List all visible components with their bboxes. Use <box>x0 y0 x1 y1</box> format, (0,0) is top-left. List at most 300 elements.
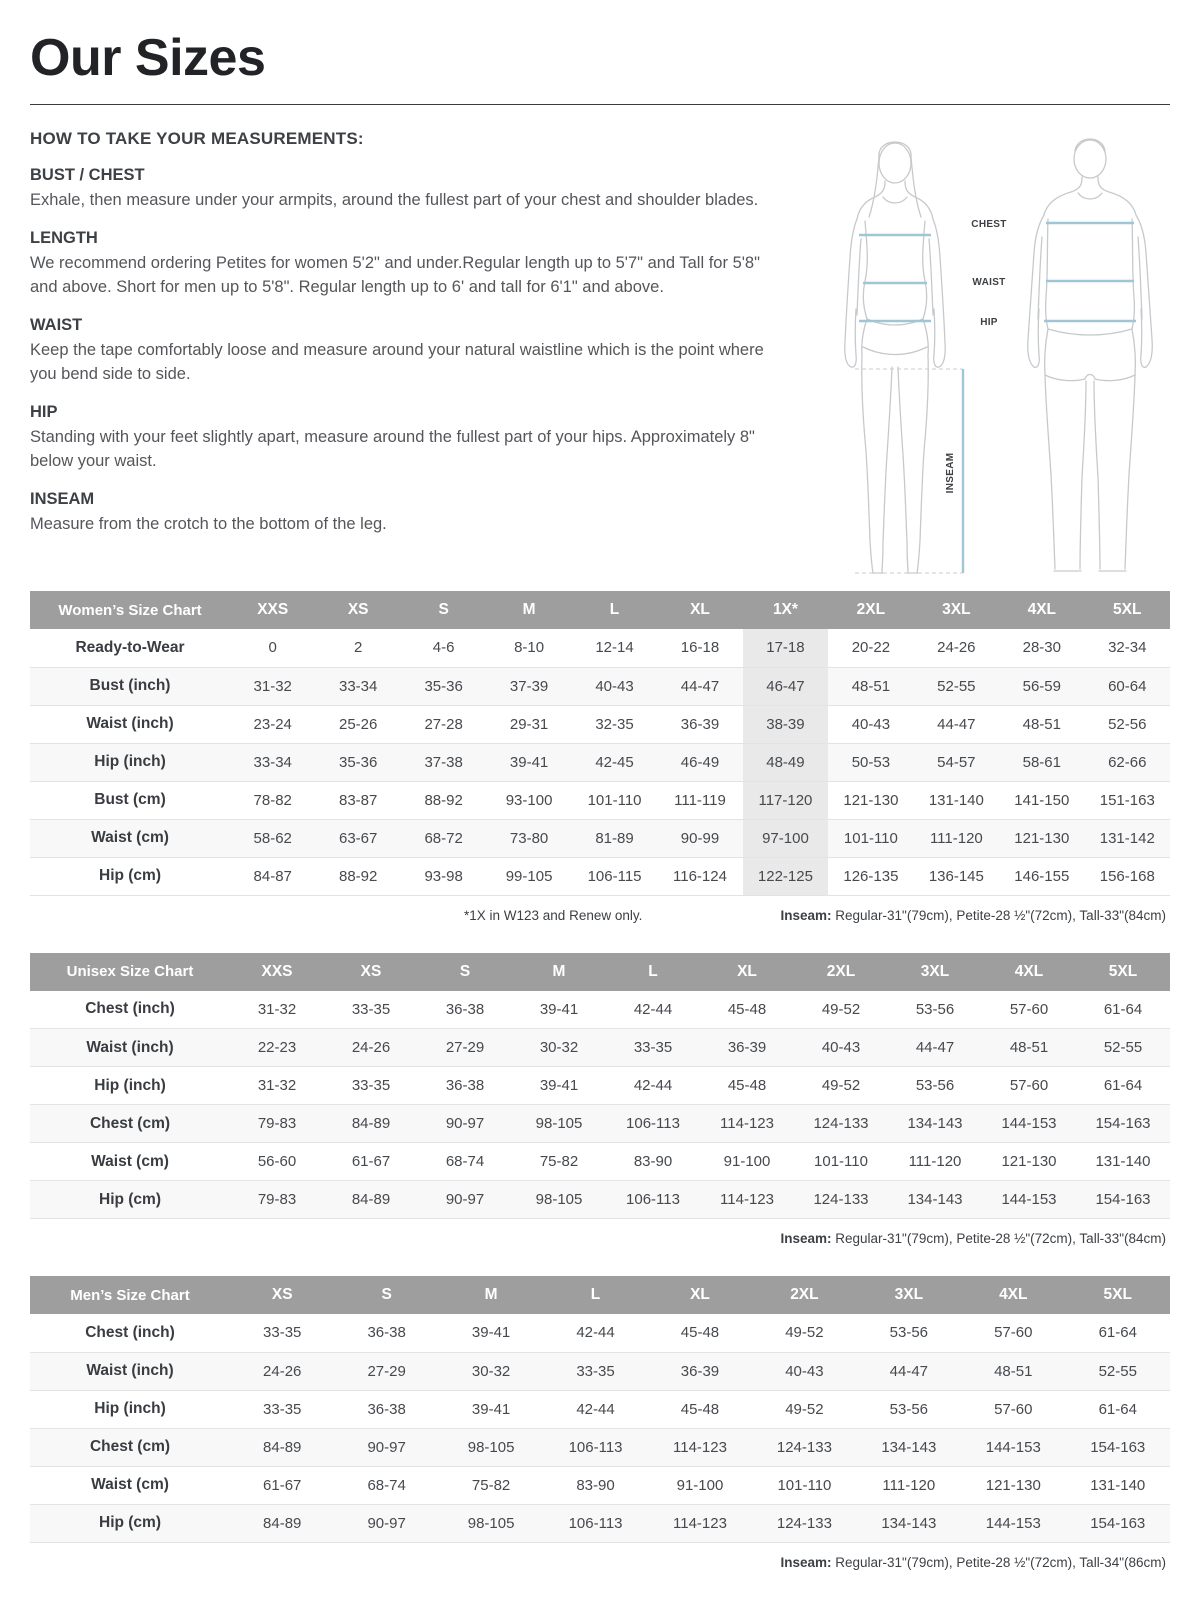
table-row <box>30 1390 1170 1428</box>
inseam-note-text: Regular-31"(79cm), Petite-28 ½"(72cm), Tall-33"(84cm) <box>831 907 1166 923</box>
table-row <box>30 743 1170 781</box>
size-value-cell: 83-90 <box>576 1476 615 1494</box>
size-value-cell: 33-34 <box>253 753 292 771</box>
table-row <box>30 819 1170 857</box>
size-value-cell: 35-36 <box>424 677 463 695</box>
size-value-cell: 84-89 <box>263 1438 302 1456</box>
size-value-cell: 33-35 <box>351 1000 391 1018</box>
size-value-cell: 24-26 <box>351 1039 391 1056</box>
size-value-cell: 45-48 <box>727 1000 767 1018</box>
size-value-cell: 48-51 <box>1009 1039 1049 1056</box>
table-row <box>30 1428 1170 1466</box>
men-table-notes <box>34 1555 1166 1570</box>
hip-label: HIP <box>980 317 998 328</box>
size-column-header: 5XL <box>1066 1276 1171 1314</box>
size-value-cell: 33-35 <box>263 1324 302 1342</box>
size-value-cell: 134-143 <box>907 1191 963 1208</box>
size-value-cell: 144-153 <box>1001 1191 1057 1208</box>
row-label: Waist (cm) <box>91 1152 169 1170</box>
size-value-cell: 40-43 <box>595 677 634 695</box>
size-value-cell: 106-115 <box>587 867 642 885</box>
row-label: Waist (cm) <box>91 1476 169 1493</box>
row-label: Hip (inch) <box>94 1400 166 1417</box>
size-value-cell: 33-35 <box>263 1400 302 1418</box>
size-value-cell: 40-43 <box>821 1039 861 1056</box>
size-value-cell: 90-97 <box>445 1115 485 1132</box>
table-row <box>30 991 1170 1029</box>
size-value-cell: 61-64 <box>1098 1324 1137 1342</box>
size-value-cell: 144-153 <box>1001 1115 1057 1132</box>
waist-label: WAIST <box>972 277 1006 288</box>
unisex-size-chart <box>30 953 1170 1220</box>
inseam-note-label: Inseam: <box>780 1554 832 1570</box>
size-value-cell: 49-52 <box>785 1400 824 1418</box>
size-value-cell: 106-113 <box>568 1438 623 1456</box>
size-value-cell: 52-56 <box>1108 715 1147 733</box>
size-value-cell: 40-43 <box>851 715 891 733</box>
table-row <box>30 1143 1170 1181</box>
size-value-cell: 84-87 <box>253 867 292 885</box>
size-value-cell: 30-32 <box>471 1362 511 1380</box>
row-label: Chest (inch) <box>85 1323 175 1341</box>
size-value-cell: 33-35 <box>633 1039 673 1056</box>
size-value-cell: 61-64 <box>1098 1400 1137 1418</box>
table-header-row <box>30 1276 1170 1314</box>
row-label: Hip (cm) <box>99 1190 161 1208</box>
size-value-cell: 46-47 <box>743 667 828 705</box>
size-value-cell: 33-35 <box>576 1362 615 1380</box>
row-label: Chest (inch) <box>85 1000 175 1018</box>
size-value-cell: 61-64 <box>1103 1077 1143 1094</box>
inseam-note-label: Inseam: <box>780 1231 832 1246</box>
size-value-cell: 121-130 <box>843 791 899 809</box>
size-value-cell: 98-105 <box>535 1191 583 1208</box>
table-row <box>30 1314 1170 1352</box>
table-title: Men’s Size Chart <box>30 1276 230 1314</box>
size-value-cell: 31-32 <box>257 1000 297 1018</box>
size-column-header: 4XL <box>961 1276 1065 1314</box>
inseam-note <box>780 1555 1166 1570</box>
size-column-header: XS <box>315 591 400 629</box>
size-value-cell: 27-29 <box>367 1362 406 1380</box>
size-column-header: XS <box>230 1276 334 1314</box>
size-column-header: L <box>572 591 657 629</box>
size-value-cell: 22-23 <box>257 1039 297 1056</box>
size-value-cell: 97-100 <box>743 819 828 857</box>
size-value-cell: 0 <box>268 639 277 657</box>
size-value-cell: 57-60 <box>994 1400 1033 1418</box>
size-value-cell: 134-143 <box>881 1438 937 1456</box>
size-value-cell: 156-168 <box>1099 867 1155 885</box>
size-value-cell: 99-105 <box>505 867 553 885</box>
size-value-cell: 37-38 <box>424 753 463 771</box>
size-value-cell: 52-55 <box>1098 1362 1137 1380</box>
instruction-section-waist <box>30 316 785 386</box>
size-value-cell: 57-60 <box>1009 1000 1049 1018</box>
section-heading: LENGTH <box>30 229 98 248</box>
size-value-cell: 35-36 <box>338 753 378 771</box>
size-value-cell: 114-123 <box>673 1514 727 1532</box>
size-value-cell: 111-120 <box>908 1153 962 1170</box>
table-row <box>30 1466 1170 1504</box>
instructions-heading: HOW TO TAKE YOUR MEASUREMENTS: <box>30 129 364 148</box>
chest-label: CHEST <box>971 219 1007 230</box>
size-value-cell: 61-67 <box>263 1476 302 1494</box>
section-heading: WAIST <box>30 316 83 335</box>
inseam-note-text: Regular-31"(79cm), Petite-28 ½"(72cm), Tall-33"(84cm) <box>831 1231 1166 1246</box>
size-column-header: XL <box>700 953 794 991</box>
size-value-cell: 32-34 <box>1108 639 1147 657</box>
size-value-cell: 36-39 <box>727 1039 767 1056</box>
size-value-cell: 37-39 <box>509 677 549 695</box>
women-table-notes <box>34 908 1166 923</box>
instruction-section-bust-chest <box>30 166 785 212</box>
size-value-cell: 39-41 <box>539 1000 579 1018</box>
size-value-cell: 75-82 <box>539 1153 579 1170</box>
size-value-cell: 57-60 <box>994 1324 1033 1342</box>
row-label: Hip (inch) <box>94 753 166 770</box>
size-value-cell: 25-26 <box>338 715 378 733</box>
table-header-row <box>30 953 1170 991</box>
size-value-cell: 24-26 <box>937 639 976 657</box>
size-value-cell: 23-24 <box>253 715 292 733</box>
size-value-cell: 36-39 <box>680 1362 720 1380</box>
size-value-cell: 124-133 <box>776 1514 832 1532</box>
size-value-cell: 56-59 <box>1022 677 1061 695</box>
size-value-cell: 126-135 <box>843 867 899 885</box>
row-label: Waist (inch) <box>86 1362 174 1379</box>
size-value-cell: 49-52 <box>821 1077 861 1094</box>
size-value-cell: 44-47 <box>889 1362 929 1380</box>
table-row <box>30 629 1170 667</box>
size-value-cell: 106-113 <box>626 1191 680 1208</box>
size-value-cell: 101-110 <box>777 1476 832 1494</box>
inseam-note-label: Inseam: <box>780 907 832 923</box>
size-value-cell: 111-119 <box>674 791 726 809</box>
size-value-cell: 98-105 <box>467 1438 515 1456</box>
size-value-cell: 12-14 <box>595 639 634 657</box>
table-row <box>30 705 1170 743</box>
size-value-cell: 146-155 <box>1014 867 1070 885</box>
size-value-cell: 36-38 <box>367 1400 406 1418</box>
size-value-cell: 88-92 <box>424 791 463 809</box>
table-row <box>30 667 1170 705</box>
size-value-cell: 29-31 <box>509 715 549 733</box>
size-column-header: M <box>512 953 606 991</box>
row-label: Hip (cm) <box>99 1514 161 1531</box>
size-column-header: 4XL <box>999 591 1084 629</box>
size-value-cell: 134-143 <box>881 1514 937 1532</box>
size-column-header: 3XL <box>857 1276 961 1314</box>
table-row <box>30 1181 1170 1219</box>
table-header-row <box>30 591 1170 629</box>
measurement-figures-illustration <box>795 121 1180 581</box>
size-column-header: 2XL <box>828 591 913 629</box>
section-heading: HIP <box>30 403 58 422</box>
size-value-cell: 91-100 <box>676 1476 724 1494</box>
unisex-table-notes <box>34 1231 1166 1246</box>
size-value-cell: 42-44 <box>576 1324 615 1342</box>
section-body: Exhale, then measure under your armpits, around the fullest part of your chest and shoulder blades. <box>30 191 759 209</box>
size-value-cell: 98-105 <box>467 1514 515 1532</box>
size-value-cell: 124-133 <box>813 1115 869 1132</box>
size-value-cell: 131-142 <box>1099 829 1155 847</box>
size-value-cell: 93-98 <box>424 867 463 885</box>
size-value-cell: 48-51 <box>994 1362 1033 1380</box>
size-value-cell: 24-26 <box>263 1362 302 1380</box>
size-value-cell: 46-49 <box>680 753 720 771</box>
size-value-cell: 90-97 <box>367 1438 406 1456</box>
instruction-section-inseam <box>30 490 785 536</box>
row-label: Chest (cm) <box>89 1438 171 1455</box>
size-value-cell: 36-38 <box>445 1077 485 1094</box>
size-value-cell: 44-47 <box>680 677 720 695</box>
table-row <box>30 1105 1170 1143</box>
size-value-cell: 141-150 <box>1014 791 1070 809</box>
size-column-header: 1X* <box>743 591 828 629</box>
size-column-header: L <box>543 1276 647 1314</box>
size-value-cell: 27-29 <box>445 1039 485 1056</box>
size-column-header: XS <box>324 953 418 991</box>
table-row <box>30 1067 1170 1105</box>
size-value-cell: 124-133 <box>776 1438 832 1456</box>
size-value-cell: 53-56 <box>915 1077 955 1094</box>
table-row <box>30 1352 1170 1390</box>
size-value-cell: 154-163 <box>1090 1438 1146 1456</box>
size-value-cell: 114-123 <box>720 1115 774 1132</box>
size-value-cell: 116-124 <box>673 867 727 885</box>
size-value-cell: 83-87 <box>338 791 378 809</box>
size-column-header: S <box>418 953 512 991</box>
size-column-header: M <box>486 591 571 629</box>
inseam-note <box>780 1231 1166 1246</box>
section-body: Measure from the crotch to the bottom of the leg. <box>30 514 387 533</box>
size-value-cell: 45-48 <box>680 1400 720 1418</box>
table-row <box>30 1504 1170 1542</box>
size-value-cell: 36-38 <box>367 1324 406 1342</box>
size-value-cell: 36-38 <box>445 1000 485 1018</box>
size-value-cell: 61-67 <box>351 1153 391 1170</box>
size-value-cell: 144-153 <box>985 1438 1041 1456</box>
size-column-header: 3XL <box>888 953 982 991</box>
size-value-cell: 78-82 <box>253 791 292 809</box>
section-heading: INSEAM <box>30 489 95 508</box>
size-value-cell: 60-64 <box>1108 677 1147 695</box>
size-value-cell: 4-6 <box>432 639 455 657</box>
row-label: Hip (inch) <box>94 1076 166 1094</box>
women-size-chart <box>30 591 1170 896</box>
size-value-cell: 56-60 <box>257 1153 297 1170</box>
row-label: Hip (cm) <box>99 867 161 884</box>
size-value-cell: 84-89 <box>351 1191 391 1208</box>
size-value-cell: 30-32 <box>539 1039 579 1056</box>
size-value-cell: 38-39 <box>743 705 828 743</box>
size-column-header: 5XL <box>1085 591 1170 629</box>
section-body: We recommend ordering Petites for women 5'2" and under.Regular length up to 5'7" and Tall for 5'8" and above. Short for men up to 5'8". Regular length up to 6' and tall for 6'1" and above. <box>30 254 760 296</box>
size-value-cell: 122-125 <box>743 857 828 895</box>
men-size-chart <box>30 1276 1170 1543</box>
size-value-cell: 45-48 <box>727 1077 767 1094</box>
size-value-cell: 28-30 <box>1022 639 1061 657</box>
table-row <box>30 781 1170 819</box>
size-value-cell: 42-45 <box>595 753 634 771</box>
size-value-cell: 136-145 <box>928 867 984 885</box>
size-value-cell: 58-62 <box>253 829 292 847</box>
man-figure-outline <box>1028 139 1153 571</box>
size-value-cell: 32-35 <box>595 715 634 733</box>
size-value-cell: 33-35 <box>351 1077 391 1094</box>
size-column-header: S <box>401 591 486 629</box>
size-value-cell: 53-56 <box>889 1400 929 1418</box>
size-value-cell: 52-55 <box>1103 1039 1143 1056</box>
size-value-cell: 79-83 <box>257 1115 297 1132</box>
size-value-cell: 54-57 <box>937 753 976 771</box>
size-value-cell: 44-47 <box>937 715 976 733</box>
size-table <box>30 953 1170 1220</box>
size-value-cell: 90-97 <box>445 1191 485 1208</box>
size-value-cell: 31-32 <box>253 677 292 695</box>
size-value-cell: 39-41 <box>471 1324 511 1342</box>
size-value-cell: 42-44 <box>576 1400 615 1418</box>
size-value-cell: 121-130 <box>1014 829 1070 847</box>
asterisk-note: *1X in W123 and Renew only. <box>464 907 643 923</box>
size-value-cell: 111-120 <box>882 1476 936 1494</box>
size-value-cell: 58-61 <box>1022 753 1061 771</box>
size-value-cell: 50-53 <box>851 753 891 771</box>
section-body: Standing with your feet slightly apart, measure around the fullest part of your hips. Approximately 8" below your waist. <box>30 428 755 470</box>
row-label: Waist (inch) <box>86 1038 174 1056</box>
size-value-cell: 57-60 <box>1009 1077 1049 1094</box>
size-value-cell: 90-97 <box>367 1514 406 1532</box>
size-value-cell: 151-163 <box>1099 791 1155 809</box>
page-title: Our Sizes <box>30 29 266 87</box>
size-value-cell: 81-89 <box>595 829 634 847</box>
size-column-header: 2XL <box>794 953 888 991</box>
size-value-cell: 53-56 <box>915 1000 955 1018</box>
title-divider <box>30 104 1170 105</box>
size-value-cell: 84-89 <box>263 1514 302 1532</box>
size-value-cell: 79-83 <box>257 1191 297 1208</box>
size-value-cell: 121-130 <box>985 1476 1041 1494</box>
size-value-cell: 88-92 <box>338 867 378 885</box>
size-value-cell: 114-123 <box>673 1438 727 1456</box>
size-column-header: 5XL <box>1076 953 1170 991</box>
size-value-cell: 48-49 <box>743 743 828 781</box>
size-column-header: 3XL <box>914 591 999 629</box>
size-value-cell: 111-120 <box>929 829 983 847</box>
inseam-note-text: Regular-31"(79cm), Petite-28 ½"(72cm), Tall-34"(86cm) <box>831 1554 1166 1570</box>
size-value-cell: 16-18 <box>680 639 720 657</box>
section-body: Keep the tape comfortably loose and measure around your natural waistline which is the point where you bend side to side. <box>30 341 764 383</box>
inseam-note <box>780 908 1166 923</box>
size-value-cell: 75-82 <box>471 1476 511 1494</box>
size-value-cell: 131-140 <box>928 791 984 809</box>
size-value-cell: 52-55 <box>937 677 976 695</box>
size-value-cell: 49-52 <box>821 1000 861 1018</box>
woman-figure-outline <box>845 142 946 573</box>
measurements-content <box>30 111 1170 581</box>
size-column-header: 4XL <box>982 953 1076 991</box>
size-value-cell: 93-100 <box>505 791 553 809</box>
row-label: Waist (cm) <box>91 829 169 846</box>
size-value-cell: 45-48 <box>680 1324 720 1342</box>
size-value-cell: 36-39 <box>680 715 720 733</box>
size-value-cell: 20-22 <box>851 639 891 657</box>
table-title: Women’s Size Chart <box>30 591 230 629</box>
size-value-cell: 39-41 <box>539 1077 579 1094</box>
size-value-cell: 131-140 <box>1090 1476 1146 1494</box>
size-value-cell: 49-52 <box>785 1324 824 1342</box>
size-value-cell: 98-105 <box>535 1115 583 1132</box>
size-value-cell: 68-72 <box>424 829 463 847</box>
size-value-cell: 73-80 <box>509 829 549 847</box>
size-value-cell: 61-64 <box>1103 1000 1143 1018</box>
size-value-cell: 124-133 <box>813 1191 869 1208</box>
size-column-header: XL <box>648 1276 752 1314</box>
size-value-cell: 27-28 <box>424 715 463 733</box>
size-value-cell: 2 <box>354 639 363 657</box>
size-value-cell: 134-143 <box>907 1115 963 1132</box>
size-column-header: 2XL <box>752 1276 856 1314</box>
instruction-section-hip <box>30 403 785 473</box>
size-value-cell: 62-66 <box>1108 753 1147 771</box>
row-label: Chest (cm) <box>89 1114 171 1132</box>
size-column-header: L <box>606 953 700 991</box>
size-value-cell: 121-130 <box>1001 1153 1057 1170</box>
size-value-cell: 83-90 <box>633 1153 673 1170</box>
size-value-cell: 101-110 <box>814 1153 868 1170</box>
size-value-cell: 90-99 <box>680 829 720 847</box>
size-value-cell: 40-43 <box>785 1362 824 1380</box>
size-value-cell: 39-41 <box>509 753 549 771</box>
size-column-header: XXS <box>230 591 315 629</box>
size-value-cell: 39-41 <box>471 1400 511 1418</box>
size-value-cell: 154-163 <box>1095 1191 1151 1208</box>
row-label: Bust (inch) <box>89 677 171 694</box>
size-value-cell: 144-153 <box>985 1514 1041 1532</box>
size-value-cell: 17-18 <box>743 629 828 667</box>
instruction-section-length <box>30 229 785 299</box>
row-label: Bust (cm) <box>94 791 166 808</box>
size-value-cell: 106-113 <box>568 1514 623 1532</box>
size-value-cell: 31-32 <box>257 1077 297 1094</box>
size-table <box>30 591 1170 896</box>
table-row <box>30 857 1170 895</box>
size-value-cell: 131-140 <box>1095 1153 1151 1170</box>
row-label: Waist (inch) <box>86 715 174 732</box>
section-heading: BUST / CHEST <box>30 166 145 184</box>
size-value-cell: 33-34 <box>338 677 378 695</box>
size-value-cell: 48-51 <box>1022 715 1061 733</box>
size-value-cell: 117-120 <box>743 781 828 819</box>
size-column-header: S <box>334 1276 438 1314</box>
size-value-cell: 63-67 <box>338 829 378 847</box>
size-value-cell: 8-10 <box>514 639 545 657</box>
size-value-cell: 48-51 <box>851 677 891 695</box>
size-value-cell: 44-47 <box>915 1039 955 1056</box>
inseam-label: INSEAM <box>945 452 956 494</box>
size-value-cell: 42-44 <box>633 1077 673 1094</box>
measurement-instructions <box>30 111 785 581</box>
size-column-header: XL <box>657 591 742 629</box>
size-value-cell: 101-110 <box>587 791 642 809</box>
size-value-cell: 53-56 <box>889 1324 929 1342</box>
size-column-header: M <box>439 1276 543 1314</box>
size-value-cell: 101-110 <box>843 829 898 847</box>
size-value-cell: 154-163 <box>1095 1115 1151 1132</box>
size-value-cell: 68-74 <box>367 1476 406 1494</box>
table-row <box>30 1029 1170 1067</box>
